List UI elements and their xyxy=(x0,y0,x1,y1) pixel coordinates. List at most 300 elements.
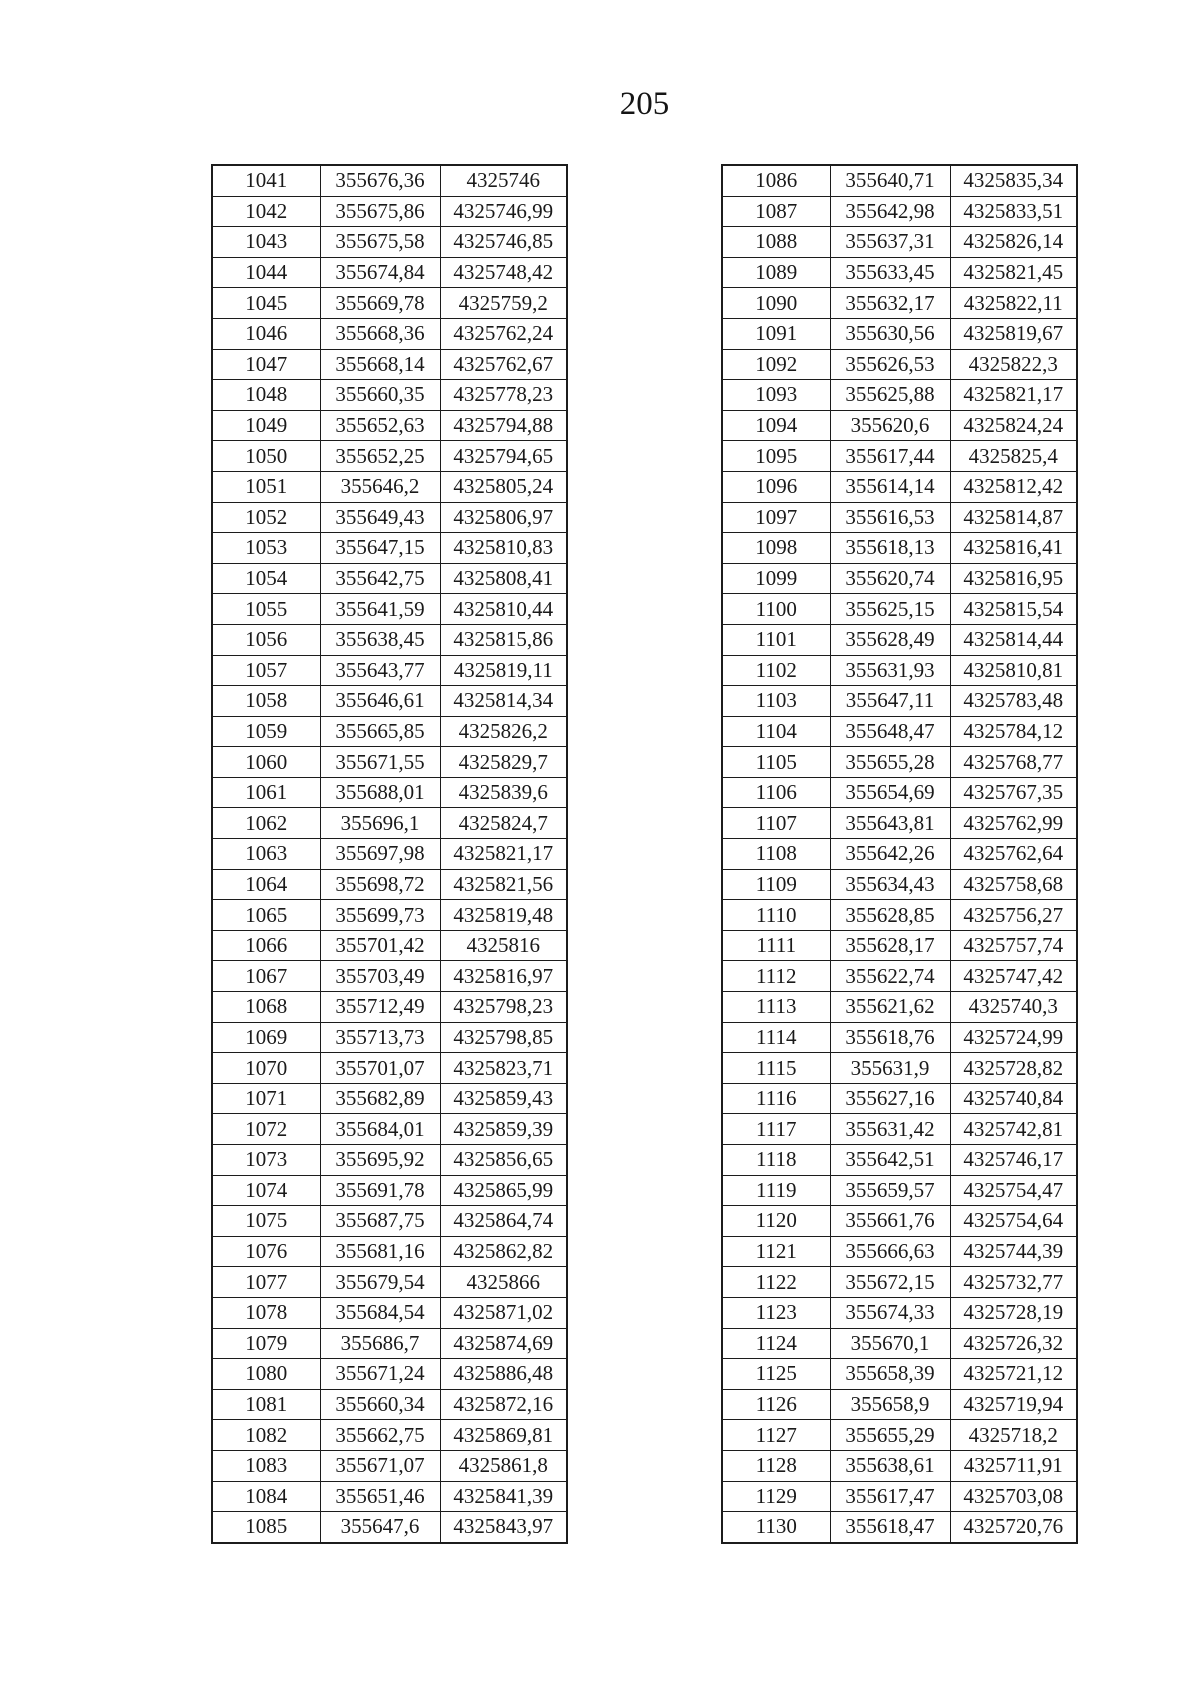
y-coordinate-cell: 4325825,4 xyxy=(950,441,1077,472)
point-id-cell: 1063 xyxy=(212,839,320,870)
table-row xyxy=(722,808,1077,839)
y-coordinate-cell: 4325826,14 xyxy=(950,227,1077,258)
x-coordinate-cell: 355697,98 xyxy=(320,839,440,870)
x-coordinate-cell: 355642,26 xyxy=(830,839,950,870)
x-coordinate-cell: 355646,61 xyxy=(320,686,440,717)
table-row xyxy=(212,502,567,533)
point-id-cell: 1053 xyxy=(212,533,320,564)
x-coordinate-cell: 355699,73 xyxy=(320,900,440,931)
x-coordinate-cell: 355675,58 xyxy=(320,227,440,258)
point-id-cell: 1083 xyxy=(212,1450,320,1481)
point-id-cell: 1057 xyxy=(212,655,320,686)
x-coordinate-cell: 355618,76 xyxy=(830,1022,950,1053)
point-id-cell: 1076 xyxy=(212,1236,320,1267)
point-id-cell: 1123 xyxy=(722,1297,830,1328)
y-coordinate-cell: 4325762,99 xyxy=(950,808,1077,839)
table-row xyxy=(722,1481,1077,1512)
y-coordinate-cell: 4325754,64 xyxy=(950,1206,1077,1237)
table-row xyxy=(212,257,567,288)
point-id-cell: 1051 xyxy=(212,471,320,502)
table-row xyxy=(722,1420,1077,1451)
point-id-cell: 1066 xyxy=(212,930,320,961)
x-coordinate-cell: 355684,54 xyxy=(320,1297,440,1328)
x-coordinate-cell: 355669,78 xyxy=(320,288,440,319)
y-coordinate-cell: 4325822,11 xyxy=(950,288,1077,319)
point-id-cell: 1121 xyxy=(722,1236,830,1267)
table-row xyxy=(212,1083,567,1114)
y-coordinate-cell: 4325824,24 xyxy=(950,410,1077,441)
y-coordinate-cell: 4325861,8 xyxy=(440,1450,567,1481)
y-coordinate-cell: 4325865,99 xyxy=(440,1175,567,1206)
table-row xyxy=(212,1512,567,1543)
y-coordinate-cell: 4325768,77 xyxy=(950,747,1077,778)
point-id-cell: 1085 xyxy=(212,1512,320,1543)
x-coordinate-cell: 355638,61 xyxy=(830,1450,950,1481)
point-id-cell: 1080 xyxy=(212,1359,320,1390)
y-coordinate-cell: 4325821,17 xyxy=(440,839,567,870)
y-coordinate-cell: 4325721,12 xyxy=(950,1359,1077,1390)
x-coordinate-cell: 355686,7 xyxy=(320,1328,440,1359)
x-coordinate-cell: 355701,07 xyxy=(320,1053,440,1084)
table-row xyxy=(212,533,567,564)
table-row xyxy=(212,349,567,380)
x-coordinate-cell: 355620,6 xyxy=(830,410,950,441)
y-coordinate-cell: 4325824,7 xyxy=(440,808,567,839)
table-row xyxy=(212,992,567,1023)
x-coordinate-cell: 355617,47 xyxy=(830,1481,950,1512)
x-coordinate-cell: 355681,16 xyxy=(320,1236,440,1267)
table-row xyxy=(722,1175,1077,1206)
y-coordinate-cell: 4325816 xyxy=(440,930,567,961)
table-row xyxy=(722,471,1077,502)
x-coordinate-cell: 355628,49 xyxy=(830,624,950,655)
point-id-cell: 1088 xyxy=(722,227,830,258)
table-row xyxy=(722,747,1077,778)
table-row xyxy=(212,686,567,717)
table-row xyxy=(212,471,567,502)
x-coordinate-cell: 355701,42 xyxy=(320,930,440,961)
point-id-cell: 1107 xyxy=(722,808,830,839)
table-row xyxy=(722,1236,1077,1267)
page-number: 205 xyxy=(619,86,670,122)
table-row xyxy=(212,563,567,594)
x-coordinate-cell: 355665,85 xyxy=(320,716,440,747)
point-id-cell: 1100 xyxy=(722,594,830,625)
table-row xyxy=(212,1053,567,1084)
y-coordinate-cell: 4325835,34 xyxy=(950,165,1077,196)
y-coordinate-cell: 4325869,81 xyxy=(440,1420,567,1451)
table-row xyxy=(722,227,1077,258)
x-coordinate-cell: 355642,51 xyxy=(830,1145,950,1176)
point-id-cell: 1101 xyxy=(722,624,830,655)
x-coordinate-cell: 355642,98 xyxy=(830,196,950,227)
point-id-cell: 1081 xyxy=(212,1389,320,1420)
x-coordinate-cell: 355674,84 xyxy=(320,257,440,288)
x-coordinate-cell: 355687,75 xyxy=(320,1206,440,1237)
point-id-cell: 1089 xyxy=(722,257,830,288)
y-coordinate-cell: 4325756,27 xyxy=(950,900,1077,931)
x-coordinate-cell: 355675,86 xyxy=(320,196,440,227)
point-id-cell: 1042 xyxy=(212,196,320,227)
table-row xyxy=(212,1236,567,1267)
table-row xyxy=(212,1389,567,1420)
point-id-cell: 1059 xyxy=(212,716,320,747)
point-id-cell: 1117 xyxy=(722,1114,830,1145)
x-coordinate-cell: 355668,14 xyxy=(320,349,440,380)
x-coordinate-cell: 355648,47 xyxy=(830,716,950,747)
y-coordinate-cell: 4325746 xyxy=(440,165,567,196)
y-coordinate-cell: 4325816,41 xyxy=(950,533,1077,564)
x-coordinate-cell: 355634,43 xyxy=(830,869,950,900)
point-id-cell: 1125 xyxy=(722,1359,830,1390)
point-id-cell: 1074 xyxy=(212,1175,320,1206)
x-coordinate-cell: 355652,63 xyxy=(320,410,440,441)
x-coordinate-cell: 355703,49 xyxy=(320,961,440,992)
y-coordinate-cell: 4325874,69 xyxy=(440,1328,567,1359)
table-row xyxy=(722,349,1077,380)
table-row xyxy=(722,563,1077,594)
point-id-cell: 1111 xyxy=(722,930,830,961)
table-row xyxy=(722,686,1077,717)
x-coordinate-cell: 355647,15 xyxy=(320,533,440,564)
x-coordinate-cell: 355628,85 xyxy=(830,900,950,931)
table-row xyxy=(212,655,567,686)
point-id-cell: 1043 xyxy=(212,227,320,258)
y-coordinate-cell: 4325754,47 xyxy=(950,1175,1077,1206)
table-row xyxy=(722,992,1077,1023)
table-row xyxy=(722,1206,1077,1237)
table-row xyxy=(722,410,1077,441)
y-coordinate-cell: 4325798,85 xyxy=(440,1022,567,1053)
x-coordinate-cell: 355618,13 xyxy=(830,533,950,564)
x-coordinate-cell: 355622,74 xyxy=(830,961,950,992)
table-row xyxy=(212,196,567,227)
point-id-cell: 1065 xyxy=(212,900,320,931)
point-id-cell: 1050 xyxy=(212,441,320,472)
x-coordinate-cell: 355662,75 xyxy=(320,1420,440,1451)
point-id-cell: 1099 xyxy=(722,563,830,594)
coordinate-table-right xyxy=(721,164,1078,1544)
point-id-cell: 1097 xyxy=(722,502,830,533)
point-id-cell: 1115 xyxy=(722,1053,830,1084)
y-coordinate-cell: 4325819,48 xyxy=(440,900,567,931)
table-row xyxy=(722,1450,1077,1481)
point-id-cell: 1072 xyxy=(212,1114,320,1145)
table-row xyxy=(722,930,1077,961)
x-coordinate-cell: 355620,74 xyxy=(830,563,950,594)
y-coordinate-cell: 4325816,97 xyxy=(440,961,567,992)
table-row xyxy=(722,288,1077,319)
y-coordinate-cell: 4325816,95 xyxy=(950,563,1077,594)
x-coordinate-cell: 355626,53 xyxy=(830,349,950,380)
table-row xyxy=(212,1420,567,1451)
point-id-cell: 1113 xyxy=(722,992,830,1023)
x-coordinate-cell: 355670,1 xyxy=(830,1328,950,1359)
table-row xyxy=(212,227,567,258)
point-id-cell: 1120 xyxy=(722,1206,830,1237)
table-row xyxy=(722,1145,1077,1176)
point-id-cell: 1075 xyxy=(212,1206,320,1237)
point-id-cell: 1112 xyxy=(722,961,830,992)
point-id-cell: 1108 xyxy=(722,839,830,870)
x-coordinate-cell: 355698,72 xyxy=(320,869,440,900)
x-coordinate-cell: 355631,93 xyxy=(830,655,950,686)
x-coordinate-cell: 355618,47 xyxy=(830,1512,950,1543)
y-coordinate-cell: 4325829,7 xyxy=(440,747,567,778)
point-id-cell: 1060 xyxy=(212,747,320,778)
point-id-cell: 1118 xyxy=(722,1145,830,1176)
y-coordinate-cell: 4325821,17 xyxy=(950,380,1077,411)
table-row xyxy=(212,1145,567,1176)
y-coordinate-cell: 4325839,6 xyxy=(440,777,567,808)
y-coordinate-cell: 4325810,81 xyxy=(950,655,1077,686)
y-coordinate-cell: 4325871,02 xyxy=(440,1297,567,1328)
x-coordinate-cell: 355691,78 xyxy=(320,1175,440,1206)
table-row xyxy=(722,1083,1077,1114)
x-coordinate-cell: 355696,1 xyxy=(320,808,440,839)
x-coordinate-cell: 355658,39 xyxy=(830,1359,950,1390)
table-row xyxy=(212,1175,567,1206)
point-id-cell: 1110 xyxy=(722,900,830,931)
table-row xyxy=(212,288,567,319)
y-coordinate-cell: 4325744,39 xyxy=(950,1236,1077,1267)
table-row xyxy=(212,716,567,747)
y-coordinate-cell: 4325841,39 xyxy=(440,1481,567,1512)
x-coordinate-cell: 355679,54 xyxy=(320,1267,440,1298)
table-row xyxy=(722,1297,1077,1328)
x-coordinate-cell: 355695,92 xyxy=(320,1145,440,1176)
y-coordinate-cell: 4325748,42 xyxy=(440,257,567,288)
x-coordinate-cell: 355642,75 xyxy=(320,563,440,594)
point-id-cell: 1092 xyxy=(722,349,830,380)
y-coordinate-cell: 4325821,45 xyxy=(950,257,1077,288)
table-row xyxy=(212,1328,567,1359)
point-id-cell: 1090 xyxy=(722,288,830,319)
point-id-cell: 1048 xyxy=(212,380,320,411)
y-coordinate-cell: 4325740,3 xyxy=(950,992,1077,1023)
x-coordinate-cell: 355632,17 xyxy=(830,288,950,319)
point-id-cell: 1122 xyxy=(722,1267,830,1298)
x-coordinate-cell: 355671,55 xyxy=(320,747,440,778)
x-coordinate-cell: 355660,34 xyxy=(320,1389,440,1420)
x-coordinate-cell: 355647,11 xyxy=(830,686,950,717)
y-coordinate-cell: 4325732,77 xyxy=(950,1267,1077,1298)
x-coordinate-cell: 355649,43 xyxy=(320,502,440,533)
table-row xyxy=(212,1450,567,1481)
table-row xyxy=(722,533,1077,564)
y-coordinate-cell: 4325805,24 xyxy=(440,471,567,502)
y-coordinate-cell: 4325740,84 xyxy=(950,1083,1077,1114)
x-coordinate-cell: 355643,81 xyxy=(830,808,950,839)
y-coordinate-cell: 4325726,32 xyxy=(950,1328,1077,1359)
table-row xyxy=(722,1267,1077,1298)
table-row xyxy=(722,1389,1077,1420)
y-coordinate-cell: 4325762,24 xyxy=(440,318,567,349)
point-id-cell: 1064 xyxy=(212,869,320,900)
x-coordinate-cell: 355668,36 xyxy=(320,318,440,349)
point-id-cell: 1098 xyxy=(722,533,830,564)
x-coordinate-cell: 355640,71 xyxy=(830,165,950,196)
y-coordinate-cell: 4325747,42 xyxy=(950,961,1077,992)
point-id-cell: 1062 xyxy=(212,808,320,839)
table-row xyxy=(212,808,567,839)
y-coordinate-cell: 4325711,91 xyxy=(950,1450,1077,1481)
y-coordinate-cell: 4325812,42 xyxy=(950,471,1077,502)
table-row xyxy=(212,869,567,900)
table-row xyxy=(722,1328,1077,1359)
x-coordinate-cell: 355631,42 xyxy=(830,1114,950,1145)
x-coordinate-cell: 355658,9 xyxy=(830,1389,950,1420)
x-coordinate-cell: 355646,2 xyxy=(320,471,440,502)
point-id-cell: 1093 xyxy=(722,380,830,411)
y-coordinate-cell: 4325866 xyxy=(440,1267,567,1298)
point-id-cell: 1119 xyxy=(722,1175,830,1206)
table-row xyxy=(722,1512,1077,1543)
table-row xyxy=(722,1359,1077,1390)
table-row xyxy=(212,961,567,992)
point-id-cell: 1105 xyxy=(722,747,830,778)
table-row xyxy=(722,1053,1077,1084)
x-coordinate-cell: 355637,31 xyxy=(830,227,950,258)
point-id-cell: 1104 xyxy=(722,716,830,747)
table-row xyxy=(722,165,1077,196)
point-id-cell: 1127 xyxy=(722,1420,830,1451)
x-coordinate-cell: 355614,14 xyxy=(830,471,950,502)
table-row xyxy=(212,1359,567,1390)
x-coordinate-cell: 355655,29 xyxy=(830,1420,950,1451)
table-row xyxy=(212,594,567,625)
x-coordinate-cell: 355641,59 xyxy=(320,594,440,625)
point-id-cell: 1102 xyxy=(722,655,830,686)
point-id-cell: 1070 xyxy=(212,1053,320,1084)
table-row xyxy=(212,930,567,961)
y-coordinate-cell: 4325815,86 xyxy=(440,624,567,655)
x-coordinate-cell: 355666,63 xyxy=(830,1236,950,1267)
table-row xyxy=(212,1114,567,1145)
y-coordinate-cell: 4325767,35 xyxy=(950,777,1077,808)
table-row xyxy=(212,747,567,778)
x-coordinate-cell: 355621,62 xyxy=(830,992,950,1023)
point-id-cell: 1047 xyxy=(212,349,320,380)
point-id-cell: 1082 xyxy=(212,1420,320,1451)
x-coordinate-cell: 355643,77 xyxy=(320,655,440,686)
point-id-cell: 1095 xyxy=(722,441,830,472)
x-coordinate-cell: 355647,6 xyxy=(320,1512,440,1543)
x-coordinate-cell: 355630,56 xyxy=(830,318,950,349)
x-coordinate-cell: 355659,57 xyxy=(830,1175,950,1206)
y-coordinate-cell: 4325794,65 xyxy=(440,441,567,472)
point-id-cell: 1086 xyxy=(722,165,830,196)
y-coordinate-cell: 4325703,08 xyxy=(950,1481,1077,1512)
table-row xyxy=(722,594,1077,625)
y-coordinate-cell: 4325758,68 xyxy=(950,869,1077,900)
x-coordinate-cell: 355655,28 xyxy=(830,747,950,778)
table-row xyxy=(212,441,567,472)
point-id-cell: 1116 xyxy=(722,1083,830,1114)
y-coordinate-cell: 4325719,94 xyxy=(950,1389,1077,1420)
y-coordinate-cell: 4325814,87 xyxy=(950,502,1077,533)
y-coordinate-cell: 4325862,82 xyxy=(440,1236,567,1267)
y-coordinate-cell: 4325718,2 xyxy=(950,1420,1077,1451)
point-id-cell: 1084 xyxy=(212,1481,320,1512)
y-coordinate-cell: 4325778,23 xyxy=(440,380,567,411)
table-row xyxy=(212,1481,567,1512)
point-id-cell: 1109 xyxy=(722,869,830,900)
x-coordinate-cell: 355638,45 xyxy=(320,624,440,655)
y-coordinate-cell: 4325783,48 xyxy=(950,686,1077,717)
y-coordinate-cell: 4325859,43 xyxy=(440,1083,567,1114)
point-id-cell: 1058 xyxy=(212,686,320,717)
table-row xyxy=(212,1022,567,1053)
table-row xyxy=(722,900,1077,931)
table-row xyxy=(212,410,567,441)
y-coordinate-cell: 4325794,88 xyxy=(440,410,567,441)
point-id-cell: 1052 xyxy=(212,502,320,533)
y-coordinate-cell: 4325746,99 xyxy=(440,196,567,227)
point-id-cell: 1130 xyxy=(722,1512,830,1543)
y-coordinate-cell: 4325784,12 xyxy=(950,716,1077,747)
table-row xyxy=(212,777,567,808)
y-coordinate-cell: 4325819,67 xyxy=(950,318,1077,349)
point-id-cell: 1106 xyxy=(722,777,830,808)
x-coordinate-cell: 355652,25 xyxy=(320,441,440,472)
y-coordinate-cell: 4325746,85 xyxy=(440,227,567,258)
y-coordinate-cell: 4325808,41 xyxy=(440,563,567,594)
table-row xyxy=(722,380,1077,411)
table-row xyxy=(212,318,567,349)
y-coordinate-cell: 4325806,97 xyxy=(440,502,567,533)
x-coordinate-cell: 355672,15 xyxy=(830,1267,950,1298)
y-coordinate-cell: 4325859,39 xyxy=(440,1114,567,1145)
x-coordinate-cell: 355676,36 xyxy=(320,165,440,196)
x-coordinate-cell: 355682,89 xyxy=(320,1083,440,1114)
y-coordinate-cell: 4325886,48 xyxy=(440,1359,567,1390)
table-row xyxy=(722,869,1077,900)
point-id-cell: 1067 xyxy=(212,961,320,992)
x-coordinate-cell: 355628,17 xyxy=(830,930,950,961)
point-id-cell: 1054 xyxy=(212,563,320,594)
point-id-cell: 1094 xyxy=(722,410,830,441)
y-coordinate-cell: 4325810,44 xyxy=(440,594,567,625)
y-coordinate-cell: 4325810,83 xyxy=(440,533,567,564)
coordinate-table-left xyxy=(211,164,568,1544)
table-row xyxy=(212,380,567,411)
y-coordinate-cell: 4325798,23 xyxy=(440,992,567,1023)
y-coordinate-cell: 4325821,56 xyxy=(440,869,567,900)
point-id-cell: 1071 xyxy=(212,1083,320,1114)
table-row xyxy=(722,1022,1077,1053)
table-row xyxy=(722,318,1077,349)
table-row xyxy=(212,1206,567,1237)
y-coordinate-cell: 4325822,3 xyxy=(950,349,1077,380)
point-id-cell: 1096 xyxy=(722,471,830,502)
table-row xyxy=(212,624,567,655)
y-coordinate-cell: 4325856,65 xyxy=(440,1145,567,1176)
y-coordinate-cell: 4325724,99 xyxy=(950,1022,1077,1053)
y-coordinate-cell: 4325762,67 xyxy=(440,349,567,380)
table-row xyxy=(722,441,1077,472)
point-id-cell: 1055 xyxy=(212,594,320,625)
y-coordinate-cell: 4325815,54 xyxy=(950,594,1077,625)
point-id-cell: 1129 xyxy=(722,1481,830,1512)
point-id-cell: 1049 xyxy=(212,410,320,441)
y-coordinate-cell: 4325762,64 xyxy=(950,839,1077,870)
y-coordinate-cell: 4325843,97 xyxy=(440,1512,567,1543)
y-coordinate-cell: 4325720,76 xyxy=(950,1512,1077,1543)
y-coordinate-cell: 4325819,11 xyxy=(440,655,567,686)
table-row xyxy=(722,257,1077,288)
y-coordinate-cell: 4325872,16 xyxy=(440,1389,567,1420)
